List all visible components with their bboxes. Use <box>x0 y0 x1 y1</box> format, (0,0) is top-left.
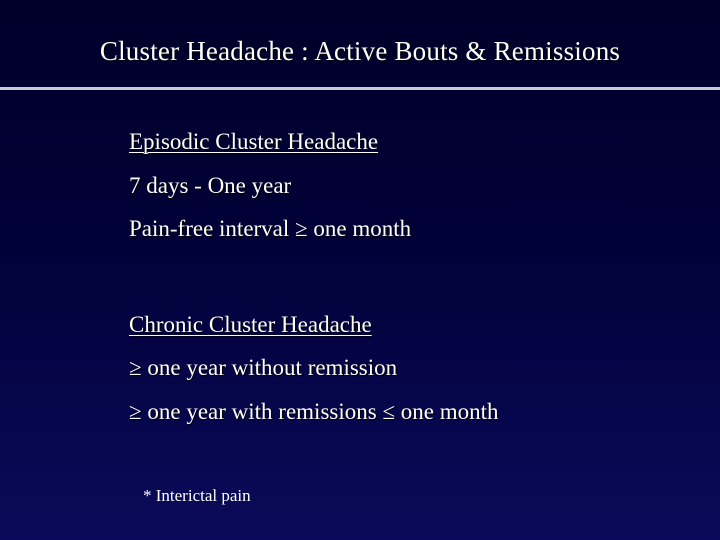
chronic-heading: Chronic Cluster Headache <box>129 312 372 337</box>
chronic-remissions-text: ≥ one year with remissions ≤ one month <box>129 399 499 424</box>
episodic-interval-text: Pain-free interval ≥ one month <box>129 216 412 241</box>
slide-title: Cluster Headache : Active Bouts & Remissions <box>99 36 621 66</box>
title-divider <box>0 87 720 90</box>
episodic-duration-text: 7 days - One year <box>129 173 292 198</box>
episodic-heading: Episodic Cluster Headache <box>129 129 379 154</box>
chronic-no-remission-text: ≥ one year without remission <box>129 355 398 380</box>
footnote: * Interictal pain <box>143 486 251 505</box>
